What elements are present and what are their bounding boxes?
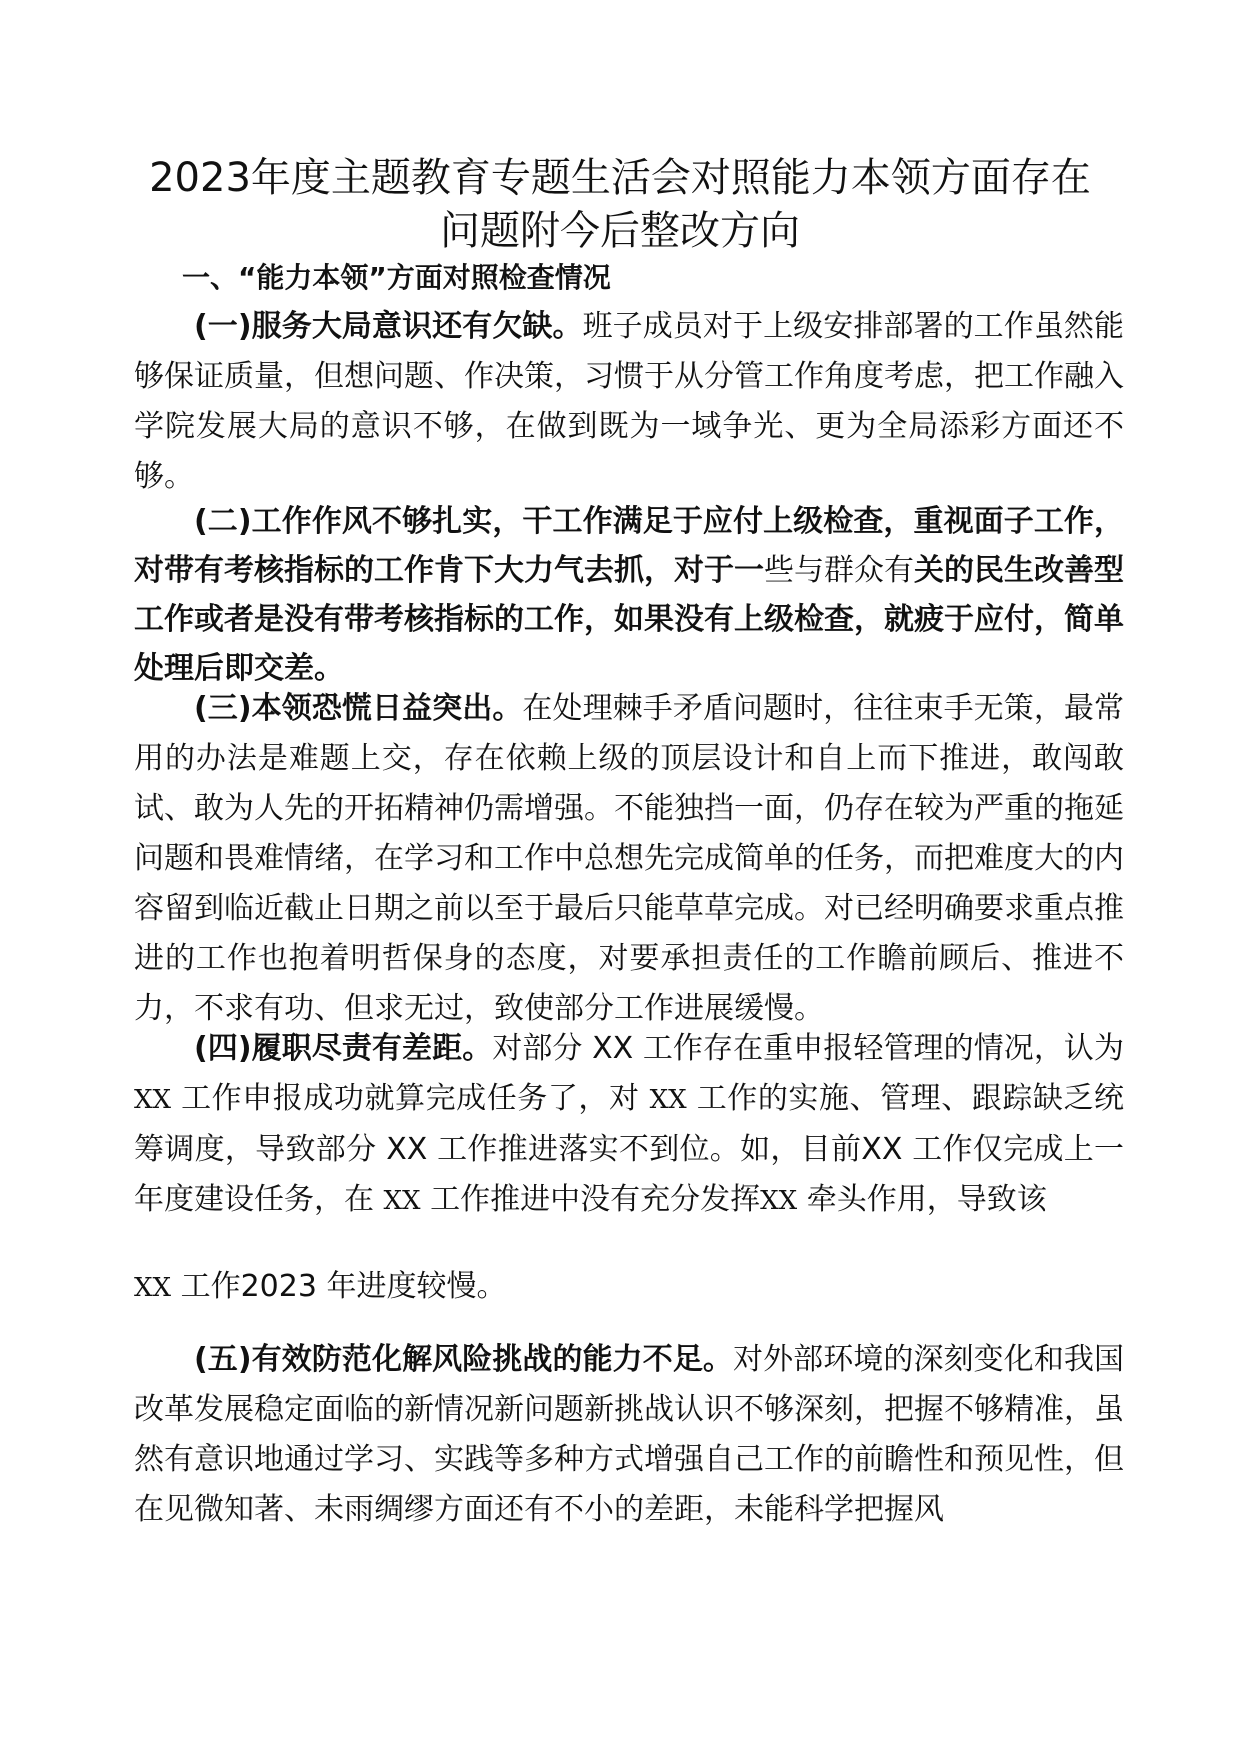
paragraph-4-continuation (134, 1262, 1124, 1313)
paragraph-1-lead: (一)服务大局意识还有欠缺。 (194, 309, 583, 344)
document-title-line1: 2023年度主题教育专题生活会对照能力本领方面存在 (149, 155, 1091, 201)
paragraph-4-xx-4: XX (760, 1186, 798, 1216)
paragraph-4-text-6: 工作2023 年进度较慢。 (171, 1269, 507, 1304)
paragraph-2-lead: (二)工作作风不够扎实，干工作满足于应付上级检查，重视面子工作，对带有考核指标的工作肯下大力气去抓，对于一 (134, 504, 1124, 588)
document-title-line2: 问题附今后整改方向 (440, 208, 800, 254)
paragraph-4 (134, 1024, 1124, 1226)
paragraph-4-xx-5: XX (134, 1273, 172, 1303)
paragraph-2-tail: 关的民生改善型工作或者是没有带考核指标的工作，如果没有上级检查，就疲于应付，简单处理后即交差。 (134, 553, 1124, 686)
paragraph-2 (134, 497, 1124, 693)
paragraph-3 (134, 684, 1124, 1034)
paragraph-4-text-2: 工作申报成功就算完成任务了，对 (171, 1081, 650, 1116)
paragraph-4-xx-3: XX (383, 1186, 421, 1216)
paragraph-4-lead: (四)履职尽责有差距。 (194, 1031, 493, 1066)
paragraph-4-text-3: 工作的实施、管理、跟踪缺乏统筹调度，导致部分 XX 工作推进落实不到位。如，目前XX 工作仅完成上一年度建设任务，在 (134, 1081, 1124, 1217)
paragraph-4-xx-2: XX (649, 1085, 687, 1115)
paragraph-3-lead: (三)本领恐慌日益突出。 (194, 691, 523, 726)
paragraph-4-text-4: 工作推进中没有充分发挥 (420, 1182, 761, 1217)
paragraph-4-text-5: 牵头作用，导致该 (797, 1182, 1047, 1217)
paragraph-1 (134, 302, 1124, 502)
paragraph-5 (134, 1335, 1124, 1535)
paragraph-4-xx-1: XX (134, 1085, 172, 1115)
paragraph-4-text-1: 对部分 XX 工作存在重申报轻管理的情况，认为 (492, 1031, 1124, 1066)
paragraph-1-body: 班子成员对于上级安排部署的工作虽然能够保证质量，但想问题、作决策，习惯于从分管工作角度考虑，把工作融入学院发展大局的意识不够，在做到既为一域争光、更为全局添彩方面还不够。 (134, 309, 1125, 494)
paragraph-5-body: 对外部环境的深刻变化和我国改革发展稳定面临的新情况新问题新挑战认识不够深刻，把握不够精准，虽然有意识地通过学习、实践等多种方式增强自己工作的前瞻性和预见性，但在见微知著、未雨绸缪方面还有不小的差距，未能科学把握风 (134, 1342, 1125, 1527)
paragraph-5-lead: (五)有效防范化解风险挑战的能力不足。 (194, 1342, 734, 1377)
section-heading: 一、“能力本领”方面对照检查情况 (182, 261, 611, 294)
paragraph-3-body: 在处理棘手矛盾问题时，往往束手无策，最常用的办法是难题上交，存在依赖上级的顶层设计和自上而下推进，敢闯敢试、敢为人先的开拓精神仍需增强。不能独挡一面，仍存在较为严重的拖延问题和畏难情绪，在学习和工作中总想先完成简单的任务，而把难度大的内容留到临近截止日期之前以至于最后只能草草完成。对已经明确要求重点推进的工作也抱着明哲保身的态度，对要承担责任的工作瞻前顾后、推进不力，不求有功、但求无过，致使部分工作进展缓慢。 (134, 691, 1125, 1026)
paragraph-2-mid: 些与群众有 (764, 553, 914, 588)
